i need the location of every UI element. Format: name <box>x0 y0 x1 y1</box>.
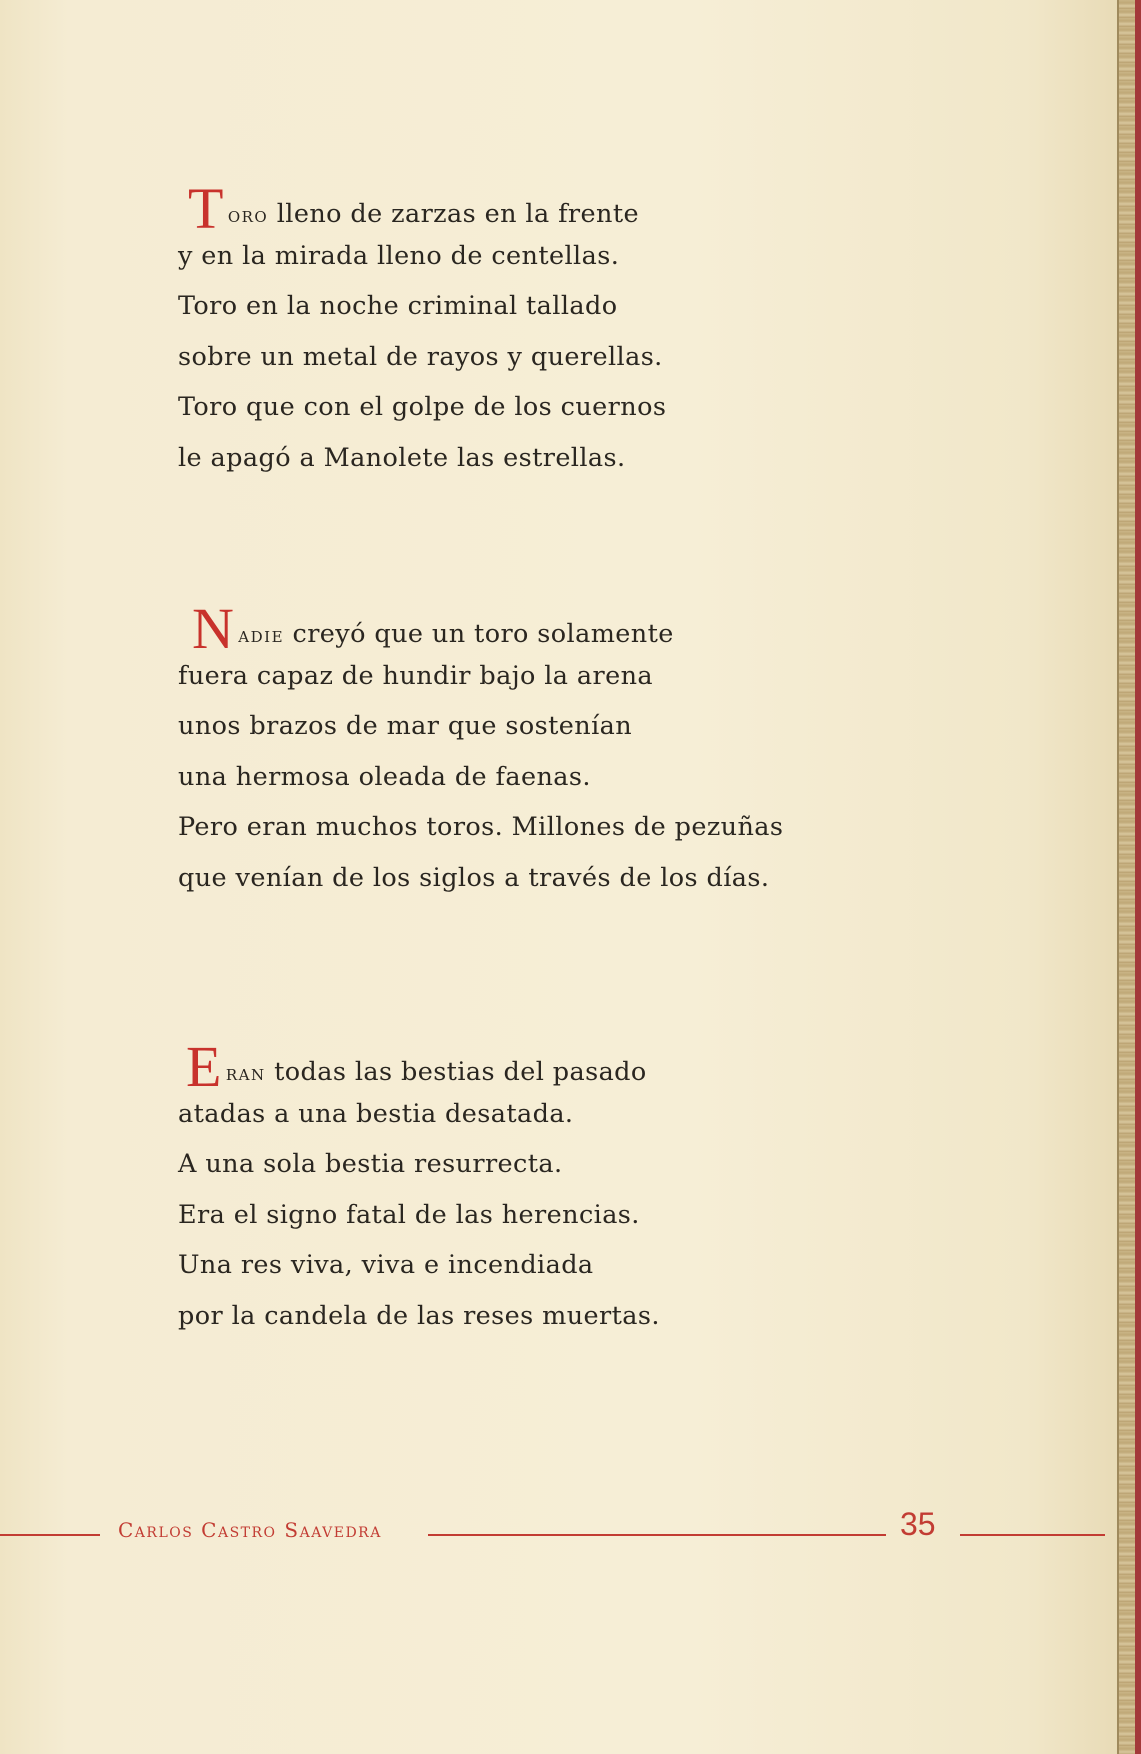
stanza-line <box>178 596 783 661</box>
stanza-line: y en la mirada lleno de centellas. <box>178 240 620 271</box>
page-number: 35 <box>900 1506 936 1542</box>
small-caps-word: oro <box>227 203 269 228</box>
stanza-line-text: todas las bestias del pasado <box>265 1057 647 1087</box>
stanza-1 <box>178 176 667 483</box>
small-caps-word: ran <box>225 1061 266 1086</box>
drop-cap: T <box>188 176 224 241</box>
stanza-3 <box>178 1034 660 1341</box>
stanza-line: Pero eran muchos toros. Millones de pezuñas <box>178 812 784 842</box>
author-name: Carlos Castro Saavedra <box>118 1518 382 1542</box>
stanza-2 <box>178 596 784 903</box>
footer-rule-left <box>0 1534 100 1536</box>
stanza-line: por la candela de las reses muertas. <box>178 1300 660 1331</box>
drop-cap: N <box>192 596 235 661</box>
stanza-line: atadas a una bestia desatada. <box>178 1098 574 1129</box>
stanza-line: Era el signo fatal de las herencias. <box>178 1199 640 1230</box>
stanza-line-text: creyó que un toro solamente <box>284 619 674 649</box>
stanza-line: unos brazos de mar que sostenían <box>178 711 633 741</box>
stanza-line <box>178 1034 660 1099</box>
stanza-line-text: lleno de zarzas en la frente <box>268 199 639 229</box>
small-caps-word: adie <box>238 623 285 648</box>
book-cover-edge <box>1135 0 1141 1754</box>
stanza-line: una hermosa oleada de faenas. <box>178 761 591 792</box>
stanza-line: Una res viva, viva e incendiada <box>178 1250 594 1280</box>
stanza-line: le apagó a Manolete las estrellas. <box>178 442 626 473</box>
stanza-line: que venían de los siglos a través de los días. <box>178 862 770 893</box>
drop-cap: E <box>186 1034 222 1099</box>
stanza-line: Toro que con el golpe de los cuernos <box>178 392 667 422</box>
stanza-line: Toro en la noche criminal tallado <box>178 291 618 321</box>
footer-rule-middle <box>428 1534 886 1536</box>
footer-rule-right <box>960 1534 1105 1536</box>
page-footer <box>0 1506 1115 1552</box>
stanza-line <box>178 176 666 241</box>
stanza-line: fuera capaz de hundir bajo la arena <box>178 660 654 691</box>
stanza-line: sobre un metal de rayos y querellas. <box>178 341 663 372</box>
stanza-line: A una sola bestia resurrecta. <box>178 1149 563 1179</box>
